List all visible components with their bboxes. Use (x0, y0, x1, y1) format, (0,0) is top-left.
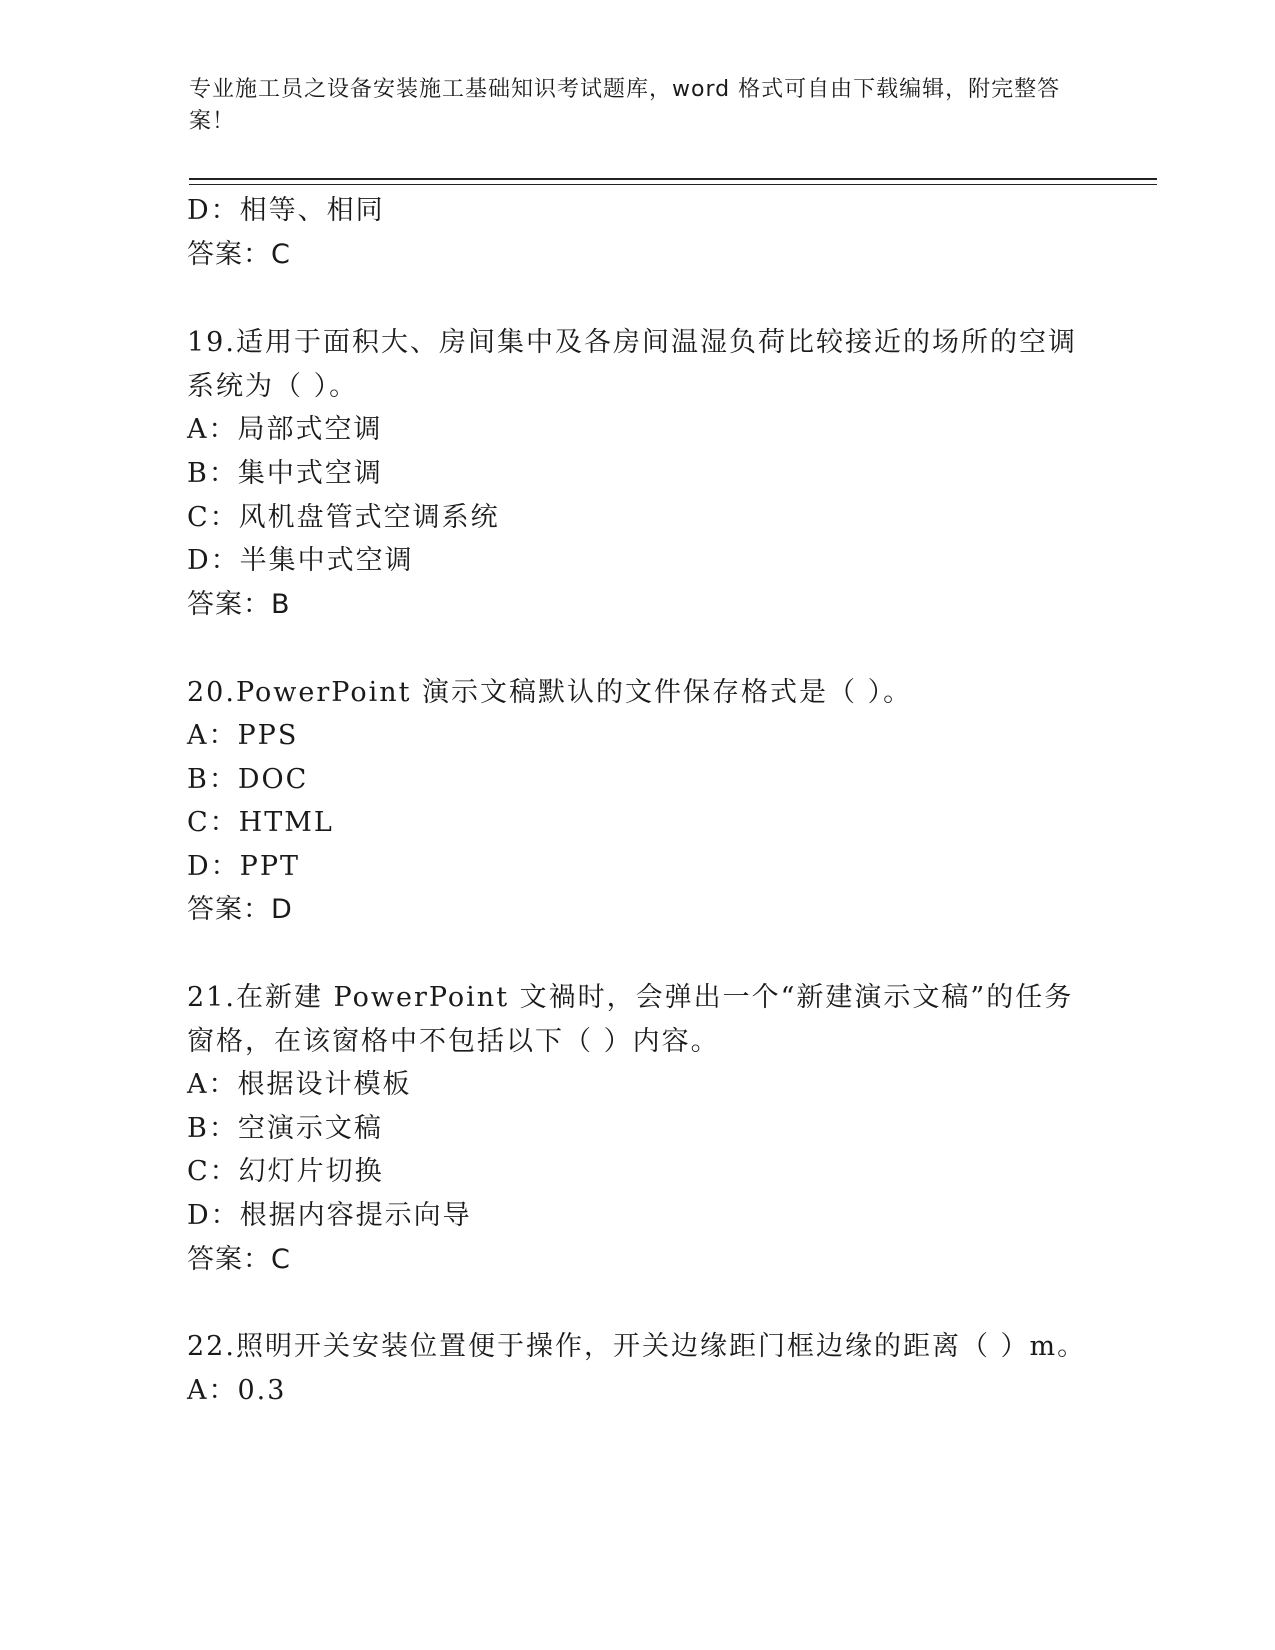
q19-option-d: D：半集中式空调 (187, 545, 414, 576)
q19-question-line-2: 系统为（ ）。 (187, 371, 359, 402)
q21-answer: 答案：C (187, 1244, 291, 1275)
q21-question-line-1: 21.在新建 PowerPoint 文禍时，会弹出一个“新建演示文稿”的任务 (187, 982, 1074, 1013)
q18-answer: 答案：C (187, 239, 291, 270)
header-divider-thin (189, 184, 1157, 185)
q21-option-c: C：幻灯片切换 (187, 1156, 384, 1187)
q19-option-c: C：风机盘管式空调系统 (187, 502, 500, 533)
q19-question-line-1: 19.适用于面积大、房间集中及各房间温湿负荷比较接近的场所的空调 (187, 327, 1077, 358)
q19-option-a: A：局部式空调 (187, 414, 383, 445)
q19-option-b: B：集中式空调 (187, 458, 383, 489)
header-divider-thick (189, 178, 1157, 180)
q19-answer: 答案：B (187, 589, 291, 620)
page-header: 专业施工员之设备安装施工基础知识考试题库，word 格式可自由下载编辑，附完整答案！ (189, 77, 1061, 134)
q21-option-a: A：根据设计模板 (187, 1069, 412, 1100)
q20-option-b: B：DOC (187, 764, 309, 795)
q21-question-line-2: 窗格，在该窗格中不包括以下（ ）内容。 (187, 1026, 720, 1057)
q20-answer: 答案：D (187, 894, 293, 925)
q22-question: 22.照明开关安装位置便于操作，开关边缘距门框边缘的距离（ ）m。 (187, 1331, 1087, 1362)
q20-option-a: A：PPS (187, 720, 299, 751)
q22-option-a: A：0.3 (187, 1375, 287, 1406)
q20-option-c: C：HTML (187, 807, 334, 838)
q21-option-d: D：根据内容提示向导 (187, 1200, 472, 1231)
q21-option-b: B：空演示文稿 (187, 1113, 383, 1144)
q18-option-d: D：相等、相同 (187, 195, 385, 226)
q20-option-d: D：PPT (187, 851, 300, 882)
q20-question: 20.PowerPoint 演示文稿默认的文件保存格式是（ ）。 (187, 677, 913, 708)
